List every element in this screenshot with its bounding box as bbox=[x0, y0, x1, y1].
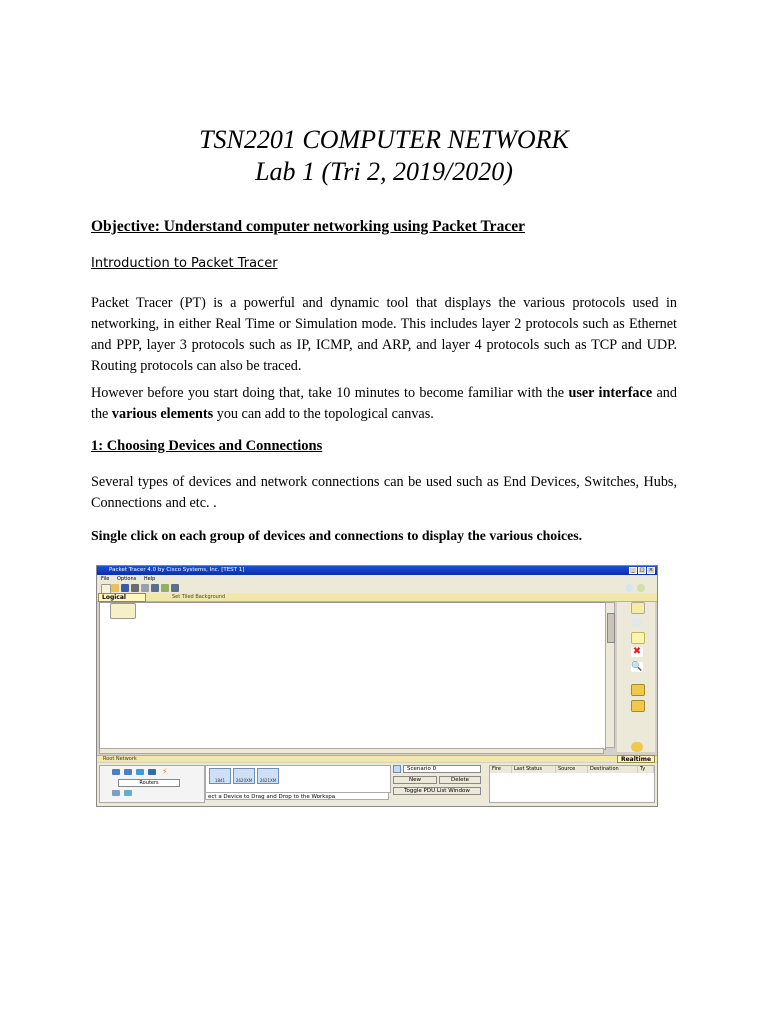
section1-heading: 1: Choosing Devices and Connections bbox=[91, 438, 323, 454]
connections-category-icon: ⚡ bbox=[162, 767, 168, 776]
pdu-col-type: Ty bbox=[638, 766, 654, 773]
various-elements-emphasis: various elements bbox=[111, 406, 214, 422]
router-2621xm-icon bbox=[257, 768, 279, 784]
scenario-panel bbox=[393, 765, 485, 801]
pt-vertical-scrollbar bbox=[605, 602, 615, 748]
pdu-col-source: Source bbox=[556, 766, 588, 773]
switch-category-icon bbox=[124, 769, 132, 775]
pdu-col-last-status: Last Status bbox=[512, 766, 556, 773]
toggle-pdu-list-button: Toggle PDU List Window bbox=[393, 787, 481, 795]
device-hint-text: ect a Device to Drag and Drop to the Workspa bbox=[205, 792, 389, 800]
scenario-icon bbox=[393, 765, 401, 773]
para2-text-a: However before you start doing that, take 10 minutes to become familiar with the bbox=[91, 385, 569, 401]
para2-text-e: you can add to the topological canvas. bbox=[213, 406, 434, 422]
open-folder-icon bbox=[111, 584, 119, 592]
pt-window-title: Packet Tracer 4.0 by Cisco Systems, Inc. [TEST 1] bbox=[109, 567, 245, 573]
router-2621xm-label: 2621XM bbox=[259, 778, 277, 783]
move-layout-icon bbox=[631, 617, 643, 627]
wan-emulation-category-icon bbox=[124, 790, 132, 796]
pt-scroll-thumb bbox=[607, 613, 615, 643]
menu-options: Options bbox=[116, 576, 137, 582]
navigation-icon bbox=[110, 603, 136, 619]
objective-heading: Objective: Understand computer networking using Packet Tracer bbox=[91, 218, 525, 235]
intro-heading: Introduction to Packet Tracer bbox=[91, 256, 278, 271]
document-title-line1: TSN2201 COMPUTER NETWORK bbox=[199, 125, 569, 154]
router-2620xm-icon bbox=[233, 768, 255, 784]
pdu-col-destination: Destination bbox=[588, 766, 638, 773]
copy-icon bbox=[151, 584, 159, 592]
intro-paragraph: Packet Tracer (PT) is a powerful and dynamic tool that displays the various protocols used in networking, in either Real Time or Simulation mode. This includes layer 2 protocols such as Ethernet and PPP, layer 3 protocols such as IP, ICMP, and ARP, and layer 4 protocols such as TCP and UDP. Routing protocols can also be traced. bbox=[91, 295, 677, 374]
root-network-bar: Root Network bbox=[97, 755, 657, 762]
user-interface-emphasis: user interface bbox=[568, 385, 653, 401]
save-icon bbox=[121, 584, 129, 592]
menu-help: Help bbox=[143, 576, 156, 582]
pdu-col-fire: Fire bbox=[490, 766, 512, 773]
pt-common-tools-bar bbox=[617, 602, 655, 752]
info-icon bbox=[625, 584, 633, 592]
delete-icon: ✖ bbox=[632, 646, 642, 657]
undo-icon bbox=[171, 584, 179, 592]
simulation-mode-icon bbox=[631, 742, 643, 752]
hub-category-icon bbox=[136, 769, 144, 775]
maximize-icon: □ bbox=[639, 567, 645, 573]
specific-device-panel bbox=[205, 765, 391, 793]
pt-title-bar bbox=[97, 566, 657, 575]
print-icon bbox=[131, 584, 139, 592]
tiled-background-label: Set Tiled Background bbox=[172, 594, 226, 600]
router-1841-label: 1841 bbox=[214, 778, 226, 783]
menu-file: File bbox=[101, 576, 110, 582]
pdu-list-table bbox=[489, 765, 655, 803]
paste-icon bbox=[161, 584, 169, 592]
complex-pdu-icon bbox=[631, 700, 645, 712]
document-title-line2: Lab 1 (Tri 2, 2019/2020) bbox=[255, 157, 513, 186]
pt-workspace-canvas bbox=[99, 602, 606, 750]
help-icon bbox=[637, 584, 645, 592]
packet-tracer-screenshot bbox=[96, 565, 658, 807]
device-category-label: Routers bbox=[118, 779, 180, 787]
end-devices-category-icon bbox=[112, 790, 120, 796]
devices-paragraph: Several types of devices and network connections can be used such as End Devices, Switches, Hubs, Connections and etc. . bbox=[91, 474, 677, 511]
pt-horizontal-scrollbar bbox=[99, 748, 604, 754]
pt-bottom-panel bbox=[97, 763, 657, 806]
delete-scenario-button: Delete bbox=[439, 776, 481, 784]
inspect-icon: 🔍 bbox=[631, 662, 643, 672]
simple-pdu-icon bbox=[631, 684, 645, 696]
select-tool-icon bbox=[631, 602, 645, 614]
close-icon: × bbox=[648, 567, 654, 573]
wireless-category-icon bbox=[148, 769, 156, 775]
device-type-panel bbox=[99, 765, 205, 803]
realtime-tab: Realtime bbox=[617, 755, 655, 763]
router-category-icon bbox=[112, 769, 120, 775]
place-note-icon bbox=[631, 632, 645, 644]
familiarize-paragraph bbox=[91, 383, 677, 425]
new-scenario-button: New bbox=[393, 776, 437, 784]
scenario-select: Scenario 0 bbox=[403, 765, 481, 773]
logical-tab: Logical bbox=[98, 593, 146, 602]
router-1841-icon bbox=[209, 768, 231, 784]
router-2620xm-label: 2620XM bbox=[235, 778, 253, 783]
minimize-icon: _ bbox=[629, 567, 637, 574]
para2-text-c: and the bbox=[91, 385, 677, 422]
pt-menu-bar bbox=[97, 575, 657, 583]
activity-wizard-icon bbox=[141, 584, 149, 592]
instruction-text: Single click on each group of devices and connections to display the various choices. bbox=[91, 528, 583, 543]
